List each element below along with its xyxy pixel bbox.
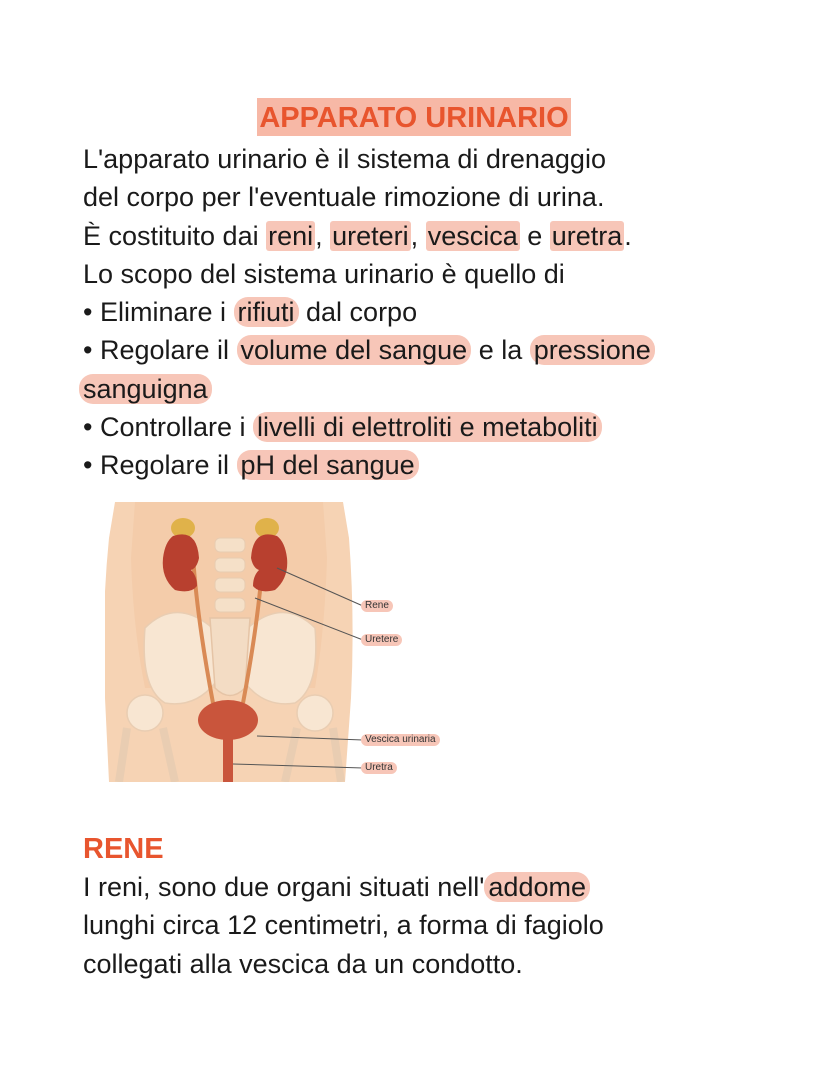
highlight-pressione: pressione bbox=[530, 335, 655, 365]
bullet-4 bbox=[83, 446, 803, 484]
bullet-1-text: • Eliminare i bbox=[83, 297, 234, 328]
title-wrapper bbox=[0, 98, 828, 136]
highlight-sanguigna: sanguigna bbox=[79, 374, 212, 404]
period: . bbox=[624, 220, 632, 251]
urinary-system-diagram bbox=[105, 498, 435, 782]
page-title: APPARATO URINARIO bbox=[257, 98, 570, 136]
highlight-reni: reni bbox=[268, 220, 314, 251]
highlight-uretra: uretra bbox=[551, 220, 623, 251]
section-heading-rene: RENE bbox=[83, 833, 164, 865]
intro-line-4: Lo scopo del sistema urinario è quello di bbox=[83, 258, 565, 289]
intro-line-3 bbox=[83, 217, 803, 255]
label-rene: Rene bbox=[361, 600, 393, 612]
highlight-ph: pH del sangue bbox=[237, 450, 419, 480]
highlight-rifiuti: rifiuti bbox=[234, 297, 299, 327]
rene-line-2: lunghi circa 12 centimetri, a forma di fagiolo bbox=[83, 910, 604, 941]
bullet-3 bbox=[83, 408, 803, 446]
label-vescica: Vescica urinaria bbox=[361, 734, 440, 746]
intro-line-1: L'apparato urinario è il sistema di drenaggio bbox=[83, 144, 606, 174]
rene-line-1-text: I reni, sono due organi situati nell' bbox=[83, 872, 485, 902]
highlight-ureteri: ureteri bbox=[332, 220, 409, 251]
bullet-1-tail: dal corpo bbox=[298, 297, 418, 328]
rene-line-1 bbox=[83, 868, 803, 906]
highlight-addome: addome bbox=[484, 872, 590, 902]
bullet-3-text: • Controllare i bbox=[83, 412, 254, 443]
bullet-2 bbox=[83, 331, 803, 369]
bullet-2-continued bbox=[79, 370, 803, 408]
rene-line-3: collegati alla vescica da un condotto. bbox=[83, 948, 523, 979]
highlight-elettroliti: livelli di elettroliti e metaboliti bbox=[253, 412, 602, 442]
bullet-2-mid: e la bbox=[471, 335, 530, 366]
label-uretere: Uretere bbox=[361, 634, 402, 646]
rene-section bbox=[83, 868, 803, 983]
intro-line-3-text: È costituito dai bbox=[83, 220, 267, 251]
highlight-vescica: vescica bbox=[427, 220, 518, 251]
highlight-volume-sangue: volume del sangue bbox=[237, 335, 472, 365]
bullet-2-text: • Regolare il bbox=[83, 335, 237, 366]
bullet-1 bbox=[83, 293, 803, 331]
comma: , bbox=[315, 220, 331, 251]
conjunction: e bbox=[519, 220, 550, 251]
comma: , bbox=[410, 220, 426, 251]
intro-line-2: del corpo per l'eventuale rimozione di urina. bbox=[83, 182, 605, 213]
label-uretra: Uretra bbox=[361, 762, 397, 774]
bullet-4-text: • Regolare il bbox=[83, 450, 237, 481]
intro-section bbox=[83, 140, 803, 485]
